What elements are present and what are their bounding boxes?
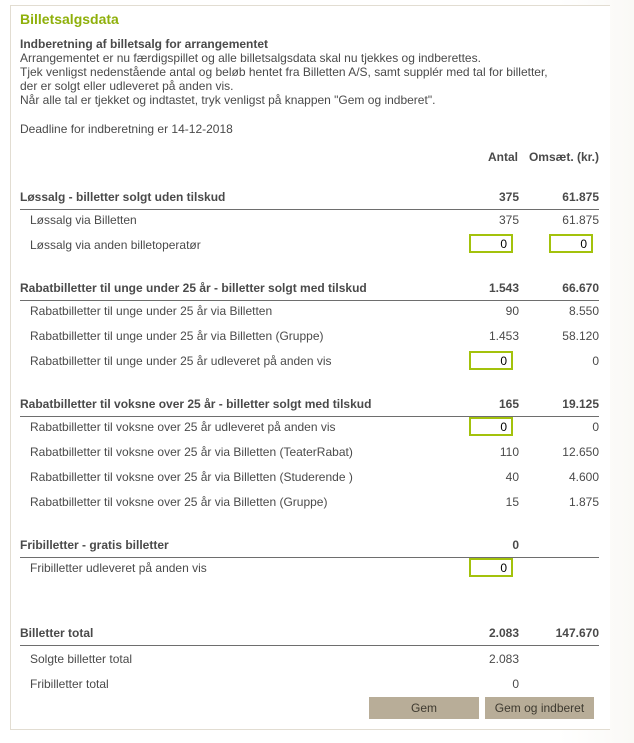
row-label: Rabatbilletter til voksne over 25 år via Billetten (Gruppe)	[30, 495, 328, 509]
row-omsaet: 1.875	[568, 495, 599, 509]
page-title: Billetsalgsdata	[20, 11, 119, 27]
intro-line: Når alle tal er tjekket og indtastet, tryk venligst på knappen "Gem og indberet".	[20, 93, 436, 107]
row-omsaet: 0	[592, 354, 599, 368]
row-label: Løssalg via anden billetoperatør	[30, 238, 201, 252]
voksne-other-antal-input[interactable]	[469, 417, 513, 436]
table-row	[20, 470, 599, 490]
row-label: Rabatbilletter til unge under 25 år via Billetten	[30, 304, 273, 318]
table-row	[20, 677, 599, 697]
section-header-unge	[20, 281, 599, 301]
row-label: Rabatbilletter til voksne over 25 år via Billetten (TeaterRabat)	[30, 445, 353, 459]
row-omsaet: 58.120	[562, 329, 599, 343]
intro-heading: Indberetning af billetsalg for arrangementet	[20, 37, 269, 51]
row-label: Løssalg via Billetten	[30, 213, 137, 227]
row-omsaet: 4.600	[568, 470, 599, 484]
row-antal: 90	[505, 304, 519, 318]
section-label: Rabatbilletter til voksne over 25 år - billetter solgt med tilskud	[20, 397, 372, 411]
section-omsaet: 147.670	[555, 626, 599, 640]
section-label: Rabatbilletter til unge under 25 år - billetter solgt med tilskud	[20, 281, 367, 295]
intro-line: Arrangementet er nu færdigspillet og alle billetsalgsdata skal nu tjekkes og indberettes.	[20, 51, 481, 65]
row-label: Rabatbilletter til unge under 25 år udleveret på anden vis	[30, 354, 332, 368]
intro-line: Tjek venligst nedenstående antal og beløb hentet fra Billetten A/S, samt supplér med tal for billetter,	[20, 65, 548, 79]
section-label: Løssalg - billetter solgt uden tilskud	[20, 190, 226, 204]
row-antal: 375	[498, 213, 519, 227]
section-antal: 165	[498, 397, 519, 411]
row-antal: 40	[505, 470, 519, 484]
section-omsaet: 66.670	[562, 281, 599, 295]
row-omsaet: 0	[592, 420, 599, 434]
save-and-submit-button[interactable]: Gem og indberet	[485, 697, 594, 719]
row-label: Fribilletter total	[30, 677, 109, 691]
row-antal: 1.453	[488, 329, 519, 343]
row-label: Solgte billetter total	[30, 652, 133, 666]
intro-line: der er solgt eller udleveret på anden vis.	[20, 79, 234, 93]
intro-text	[20, 37, 600, 107]
row-label: Rabatbilletter til voksne over 25 år via Billetten (Studerende )	[30, 470, 353, 484]
table-row	[20, 652, 599, 672]
row-label: Fribilletter udleveret på anden vis	[30, 561, 207, 575]
fribilletter-other-antal-input[interactable]	[469, 558, 513, 577]
unge-other-antal-input[interactable]	[469, 351, 513, 370]
lossalg-other-omsaet-input[interactable]	[549, 234, 593, 253]
save-button[interactable]: Gem	[369, 697, 479, 719]
row-label: Rabatbilletter til unge under 25 år via Billetten (Gruppe)	[30, 329, 324, 343]
section-header-total	[20, 626, 599, 646]
column-header-omsaet: Omsæt. (kr.)	[528, 150, 599, 164]
section-header-fribilletter	[20, 538, 599, 558]
section-antal: 2.083	[488, 626, 519, 640]
row-omsaet: 12.650	[562, 445, 599, 459]
section-antal: 1.543	[488, 281, 519, 295]
section-label: Billetter total	[20, 626, 94, 640]
row-antal: 110	[499, 445, 519, 459]
row-omsaet: 61.875	[562, 213, 599, 227]
table-row	[20, 495, 599, 515]
row-antal: 15	[505, 495, 519, 509]
row-antal: 2.083	[488, 652, 519, 666]
section-label: Fribilletter - gratis billetter	[20, 538, 169, 552]
lossalg-other-antal-input[interactable]	[469, 234, 513, 253]
section-omsaet: 19.125	[562, 397, 599, 411]
table-row	[20, 329, 599, 349]
row-omsaet: 8.550	[568, 304, 599, 318]
section-antal: 0	[512, 538, 519, 552]
section-omsaet: 61.875	[562, 190, 599, 204]
row-antal: 0	[512, 677, 519, 691]
section-header-lossalg	[20, 190, 599, 210]
section-antal: 375	[498, 190, 519, 204]
column-header-antal: Antal	[488, 150, 518, 164]
table-row	[20, 445, 599, 465]
table-row	[20, 213, 599, 233]
table-row	[20, 304, 599, 324]
deadline-text: Deadline for indberetning er 14-12-2018	[20, 122, 233, 136]
section-header-voksne	[20, 397, 599, 417]
row-label: Rabatbilletter til voksne over 25 år udleveret på anden vis	[30, 420, 336, 434]
